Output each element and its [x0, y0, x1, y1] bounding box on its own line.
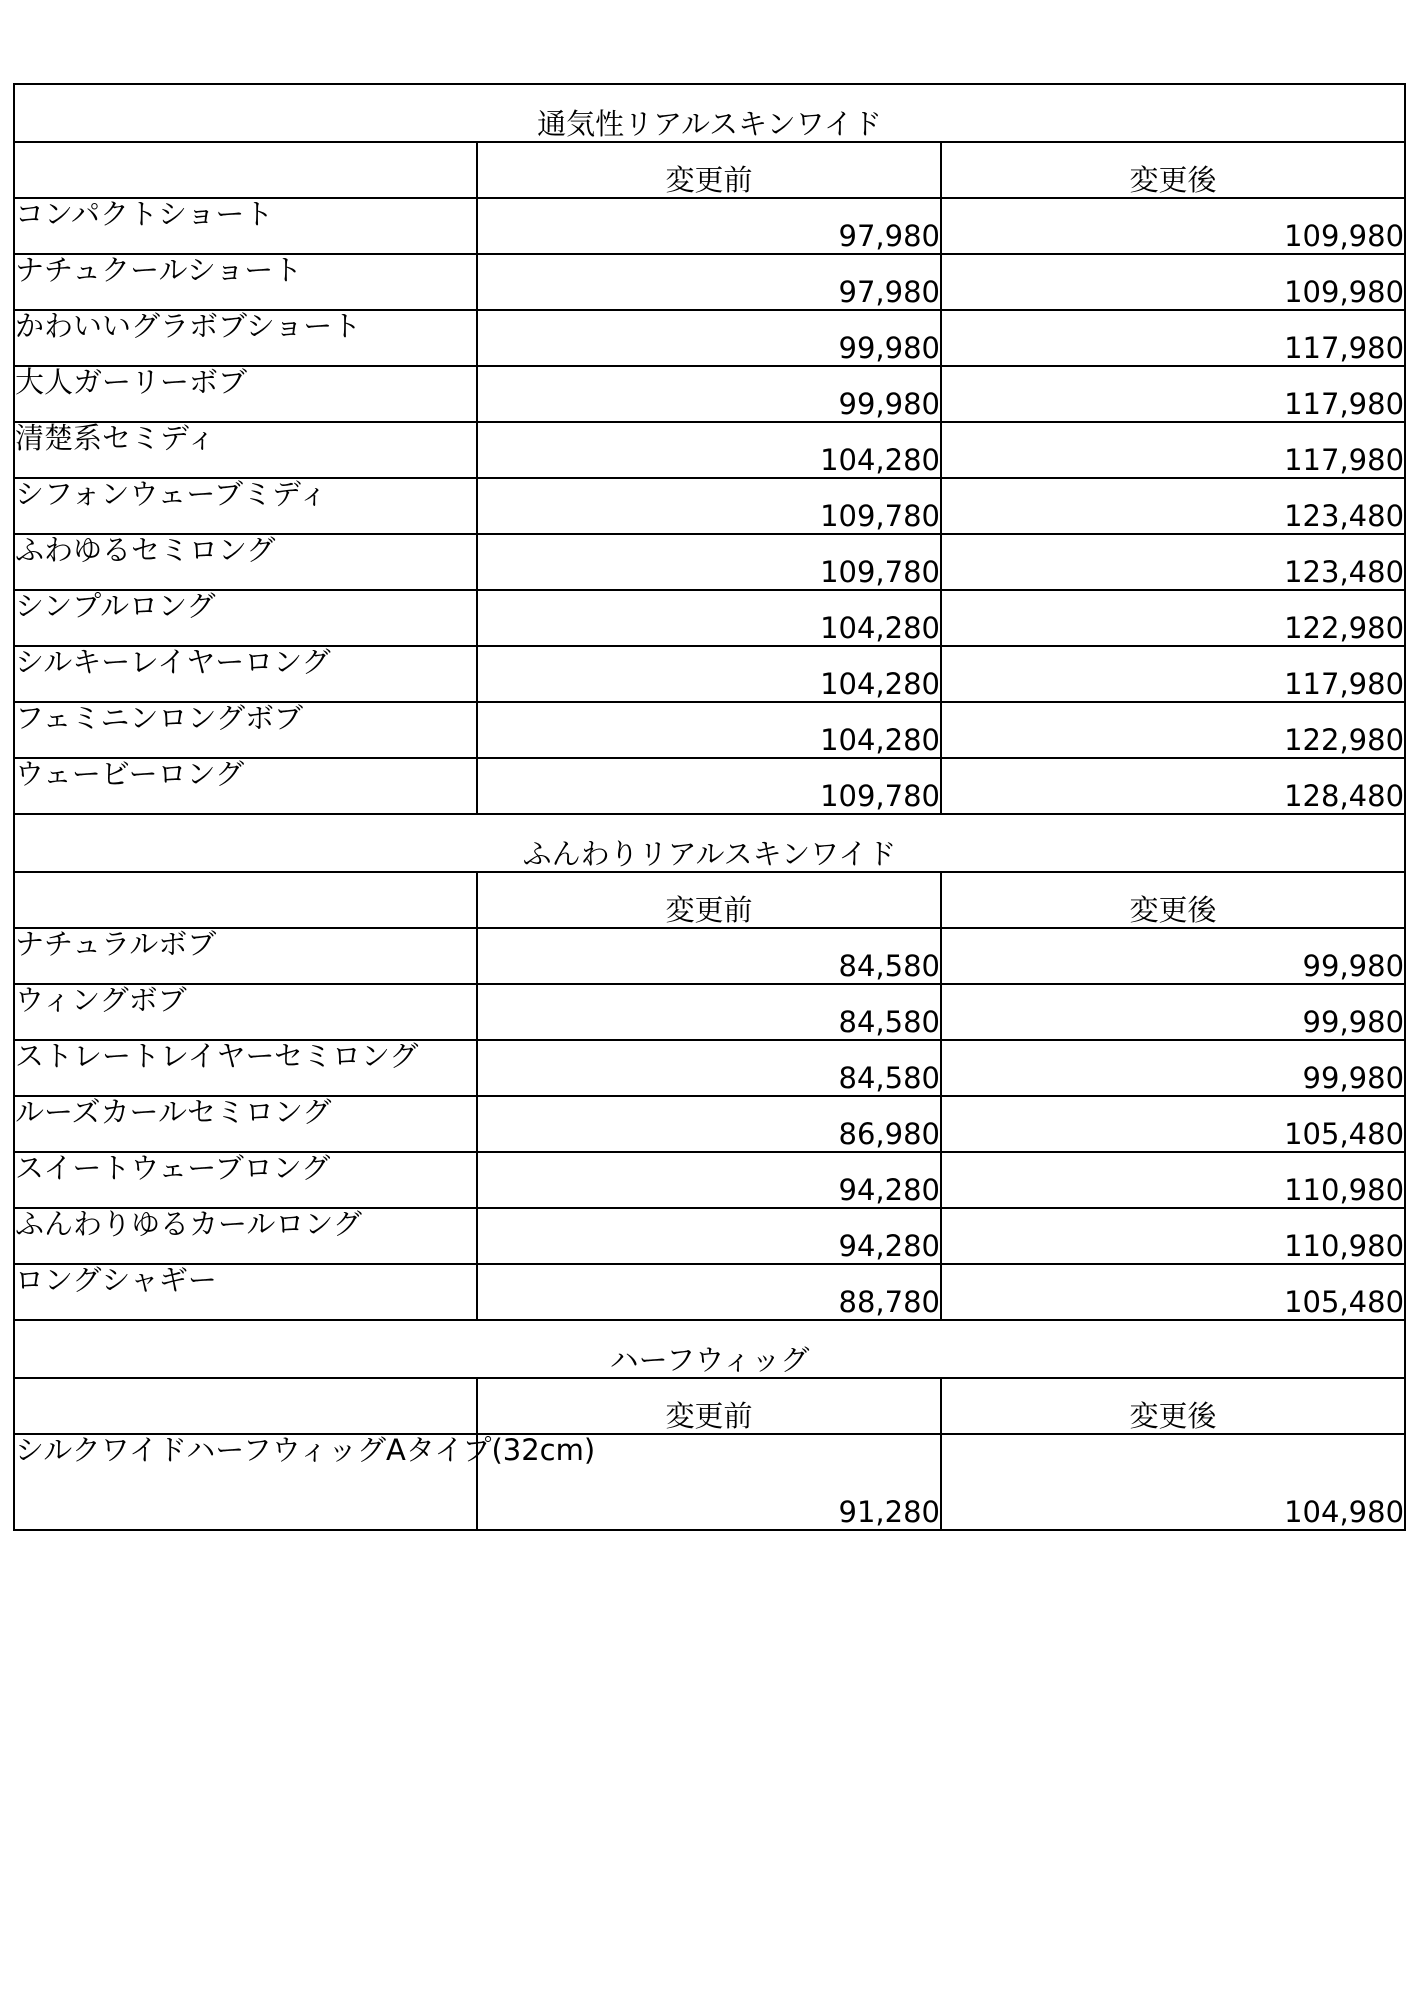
column-header-row: [14, 872, 1405, 928]
price-before: 91,280: [477, 1434, 941, 1530]
section-title: ふんわりリアルスキンワイド: [14, 814, 1405, 872]
column-header-row: [14, 142, 1405, 198]
price-after: 117,980: [941, 646, 1405, 702]
price-after: 123,480: [941, 478, 1405, 534]
header-after: 変更後: [941, 1378, 1405, 1434]
product-name: シンプルロング: [14, 590, 477, 646]
table-row: [14, 1040, 1405, 1096]
section-title-row: [14, 814, 1405, 872]
table-row: [14, 254, 1405, 310]
price-before: 97,980: [477, 198, 941, 254]
price-after: 110,980: [941, 1152, 1405, 1208]
price-after: 123,480: [941, 534, 1405, 590]
price-after: 99,980: [941, 984, 1405, 1040]
price-before: 104,280: [477, 646, 941, 702]
header-name-cell: [14, 1378, 477, 1434]
table-row: [14, 758, 1405, 814]
table-row: [14, 478, 1405, 534]
header-before: 変更前: [477, 1378, 941, 1434]
product-name: ストレートレイヤーセミロング: [14, 1040, 477, 1096]
column-header-row: [14, 1378, 1405, 1434]
section-title: ハーフウィッグ: [14, 1320, 1405, 1378]
price-before: 86,980: [477, 1096, 941, 1152]
price-after: 99,980: [941, 1040, 1405, 1096]
price-after: 117,980: [941, 366, 1405, 422]
price-before: 84,580: [477, 1040, 941, 1096]
product-name: ロングシャギー: [14, 1264, 477, 1320]
table-row: [14, 1096, 1405, 1152]
section-title-row: [14, 1320, 1405, 1378]
table-row: [14, 1152, 1405, 1208]
price-after: 104,980: [941, 1434, 1405, 1530]
section-title-row: [14, 84, 1405, 142]
product-name: スイートウェーブロング: [14, 1152, 477, 1208]
header-name-cell: [14, 142, 477, 198]
price-before: 104,280: [477, 422, 941, 478]
table-row: [14, 928, 1405, 984]
price-after: 128,480: [941, 758, 1405, 814]
header-after: 変更後: [941, 142, 1405, 198]
product-name: ナチュクールショート: [14, 254, 477, 310]
price-after: 110,980: [941, 1208, 1405, 1264]
table-row: [14, 534, 1405, 590]
table-row: [14, 366, 1405, 422]
header-before: 変更前: [477, 142, 941, 198]
product-name: ルーズカールセミロング: [14, 1096, 477, 1152]
price-after: 105,480: [941, 1096, 1405, 1152]
product-name: シフォンウェーブミディ: [14, 478, 477, 534]
price-after: 109,980: [941, 254, 1405, 310]
product-name: ウィングボブ: [14, 984, 477, 1040]
section-title: 通気性リアルスキンワイド: [14, 84, 1405, 142]
product-name: シルクワイドハーフウィッグAタイプ(32cm): [14, 1434, 477, 1530]
price-before: 97,980: [477, 254, 941, 310]
price-before: 99,980: [477, 310, 941, 366]
price-before: 84,580: [477, 928, 941, 984]
price-before: 88,780: [477, 1264, 941, 1320]
price-before: 104,280: [477, 702, 941, 758]
price-before: 94,280: [477, 1208, 941, 1264]
price-before: 104,280: [477, 590, 941, 646]
product-name: ふんわりゆるカールロング: [14, 1208, 477, 1264]
table-row: [14, 422, 1405, 478]
table-row: [14, 646, 1405, 702]
product-name: 清楚系セミディ: [14, 422, 477, 478]
price-before: 109,780: [477, 478, 941, 534]
price-after: 117,980: [941, 422, 1405, 478]
table-row: [14, 590, 1405, 646]
product-name: ウェービーロング: [14, 758, 477, 814]
price-before: 94,280: [477, 1152, 941, 1208]
product-name: シルキーレイヤーロング: [14, 646, 477, 702]
header-name-cell: [14, 872, 477, 928]
table-row: [14, 310, 1405, 366]
header-before: 変更前: [477, 872, 941, 928]
table-row: [14, 1264, 1405, 1320]
price-before: 99,980: [477, 366, 941, 422]
table-row: [14, 702, 1405, 758]
price-after: 109,980: [941, 198, 1405, 254]
price-before: 109,780: [477, 534, 941, 590]
price-after: 122,980: [941, 702, 1405, 758]
price-table: [13, 83, 1406, 1531]
product-name: コンパクトショート: [14, 198, 477, 254]
price-before: 109,780: [477, 758, 941, 814]
product-name: 大人ガーリーボブ: [14, 366, 477, 422]
price-before: 84,580: [477, 984, 941, 1040]
product-name: フェミニンロングボブ: [14, 702, 477, 758]
price-after: 122,980: [941, 590, 1405, 646]
table-row: [14, 1434, 1405, 1530]
product-name: ふわゆるセミロング: [14, 534, 477, 590]
table-body: [14, 84, 1405, 1530]
table-row: [14, 984, 1405, 1040]
price-after: 99,980: [941, 928, 1405, 984]
table-row: [14, 1208, 1405, 1264]
price-after: 105,480: [941, 1264, 1405, 1320]
product-name: ナチュラルボブ: [14, 928, 477, 984]
product-name: かわいいグラボブショート: [14, 310, 477, 366]
header-after: 変更後: [941, 872, 1405, 928]
table-row: [14, 198, 1405, 254]
price-after: 117,980: [941, 310, 1405, 366]
